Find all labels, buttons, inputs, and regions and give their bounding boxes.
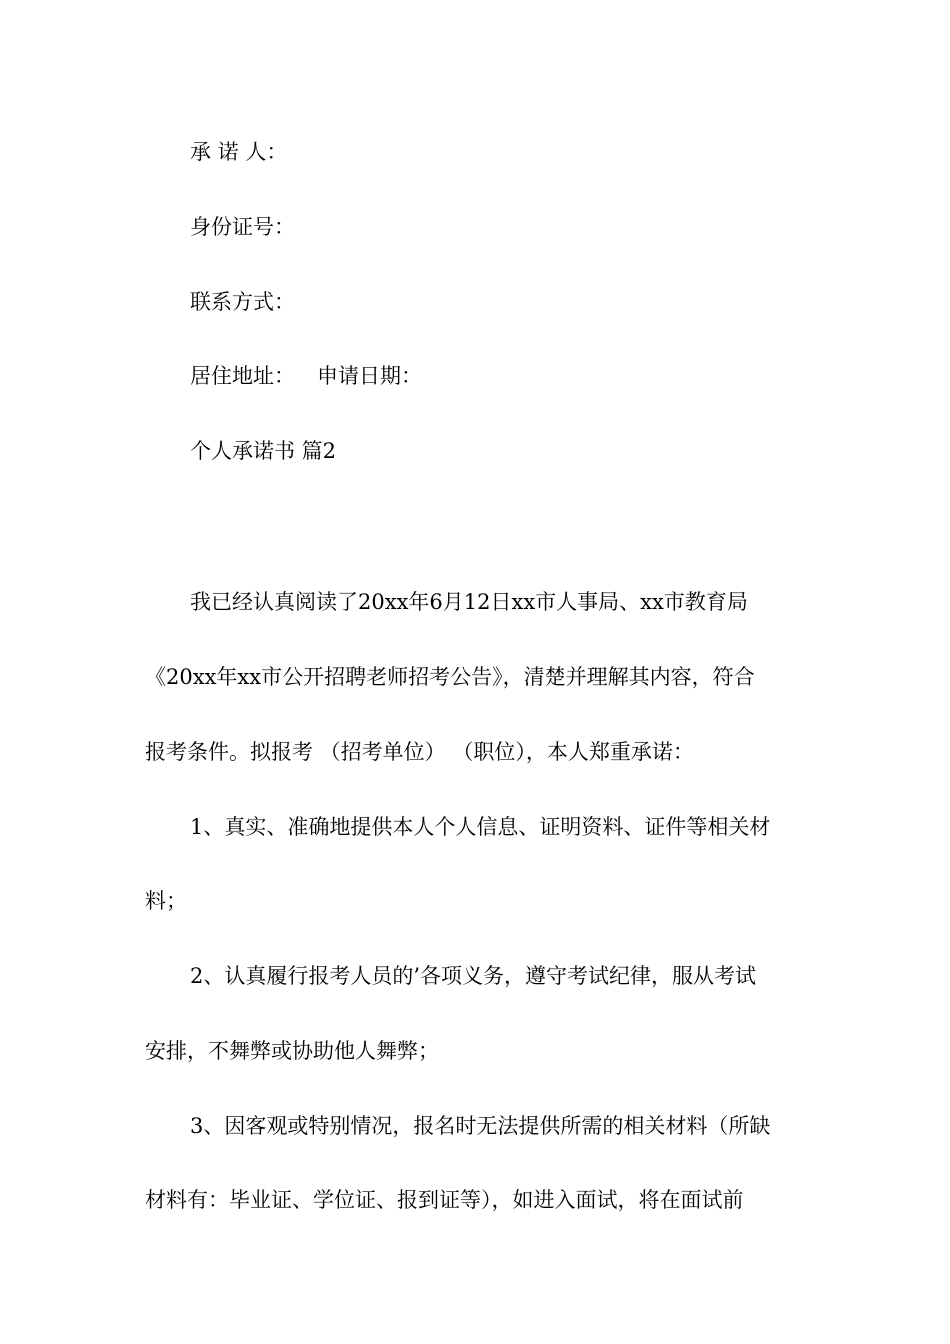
- address-date-row: [190, 361, 810, 391]
- promiser-field-label: 承 诺 人：: [190, 140, 288, 164]
- address-field-label: 居住地址：: [190, 364, 295, 388]
- paragraph-1-line-1: 我已经认真阅读了20xx年6月12日xx市人事局、xx市教育局: [190, 590, 748, 614]
- paragraph-3-line-2: 安排，不舞弊或协助他人舞弊；: [145, 1039, 439, 1063]
- paragraph-4-line-2: 材料有：毕业证、学位证、报到证等），如进入面试，将在面试前: [145, 1188, 744, 1212]
- paragraph-4-line-1: 3、因客观或特别情况，报名时无法提供所需的相关材料（所缺: [190, 1114, 771, 1138]
- id-number-field-label: 身份证号：: [190, 215, 295, 239]
- paragraph-2-line-1: 1、真实、准确地提供本人个人信息、证明资料、证件等相关材: [190, 815, 771, 839]
- paragraph-1-line-3: 报考条件。拟报考 （招考单位） （职位），本人郑重承诺：: [145, 740, 694, 764]
- contact-field-label: 联系方式：: [190, 290, 295, 314]
- paragraph-3-line-1: 2、认真履行报考人员的’各项义务，遵守考试纪律，服从考试: [190, 964, 757, 988]
- paragraph-1-line-2: 《20xx年xx市公开招聘老师招考公告》，清楚并理解其内容，符合: [145, 665, 755, 689]
- section-title: 个人承诺书 篇2: [190, 439, 337, 463]
- apply-date-field-label: 申请日期：: [317, 364, 422, 388]
- paragraph-2-line-2: 料；: [145, 889, 187, 913]
